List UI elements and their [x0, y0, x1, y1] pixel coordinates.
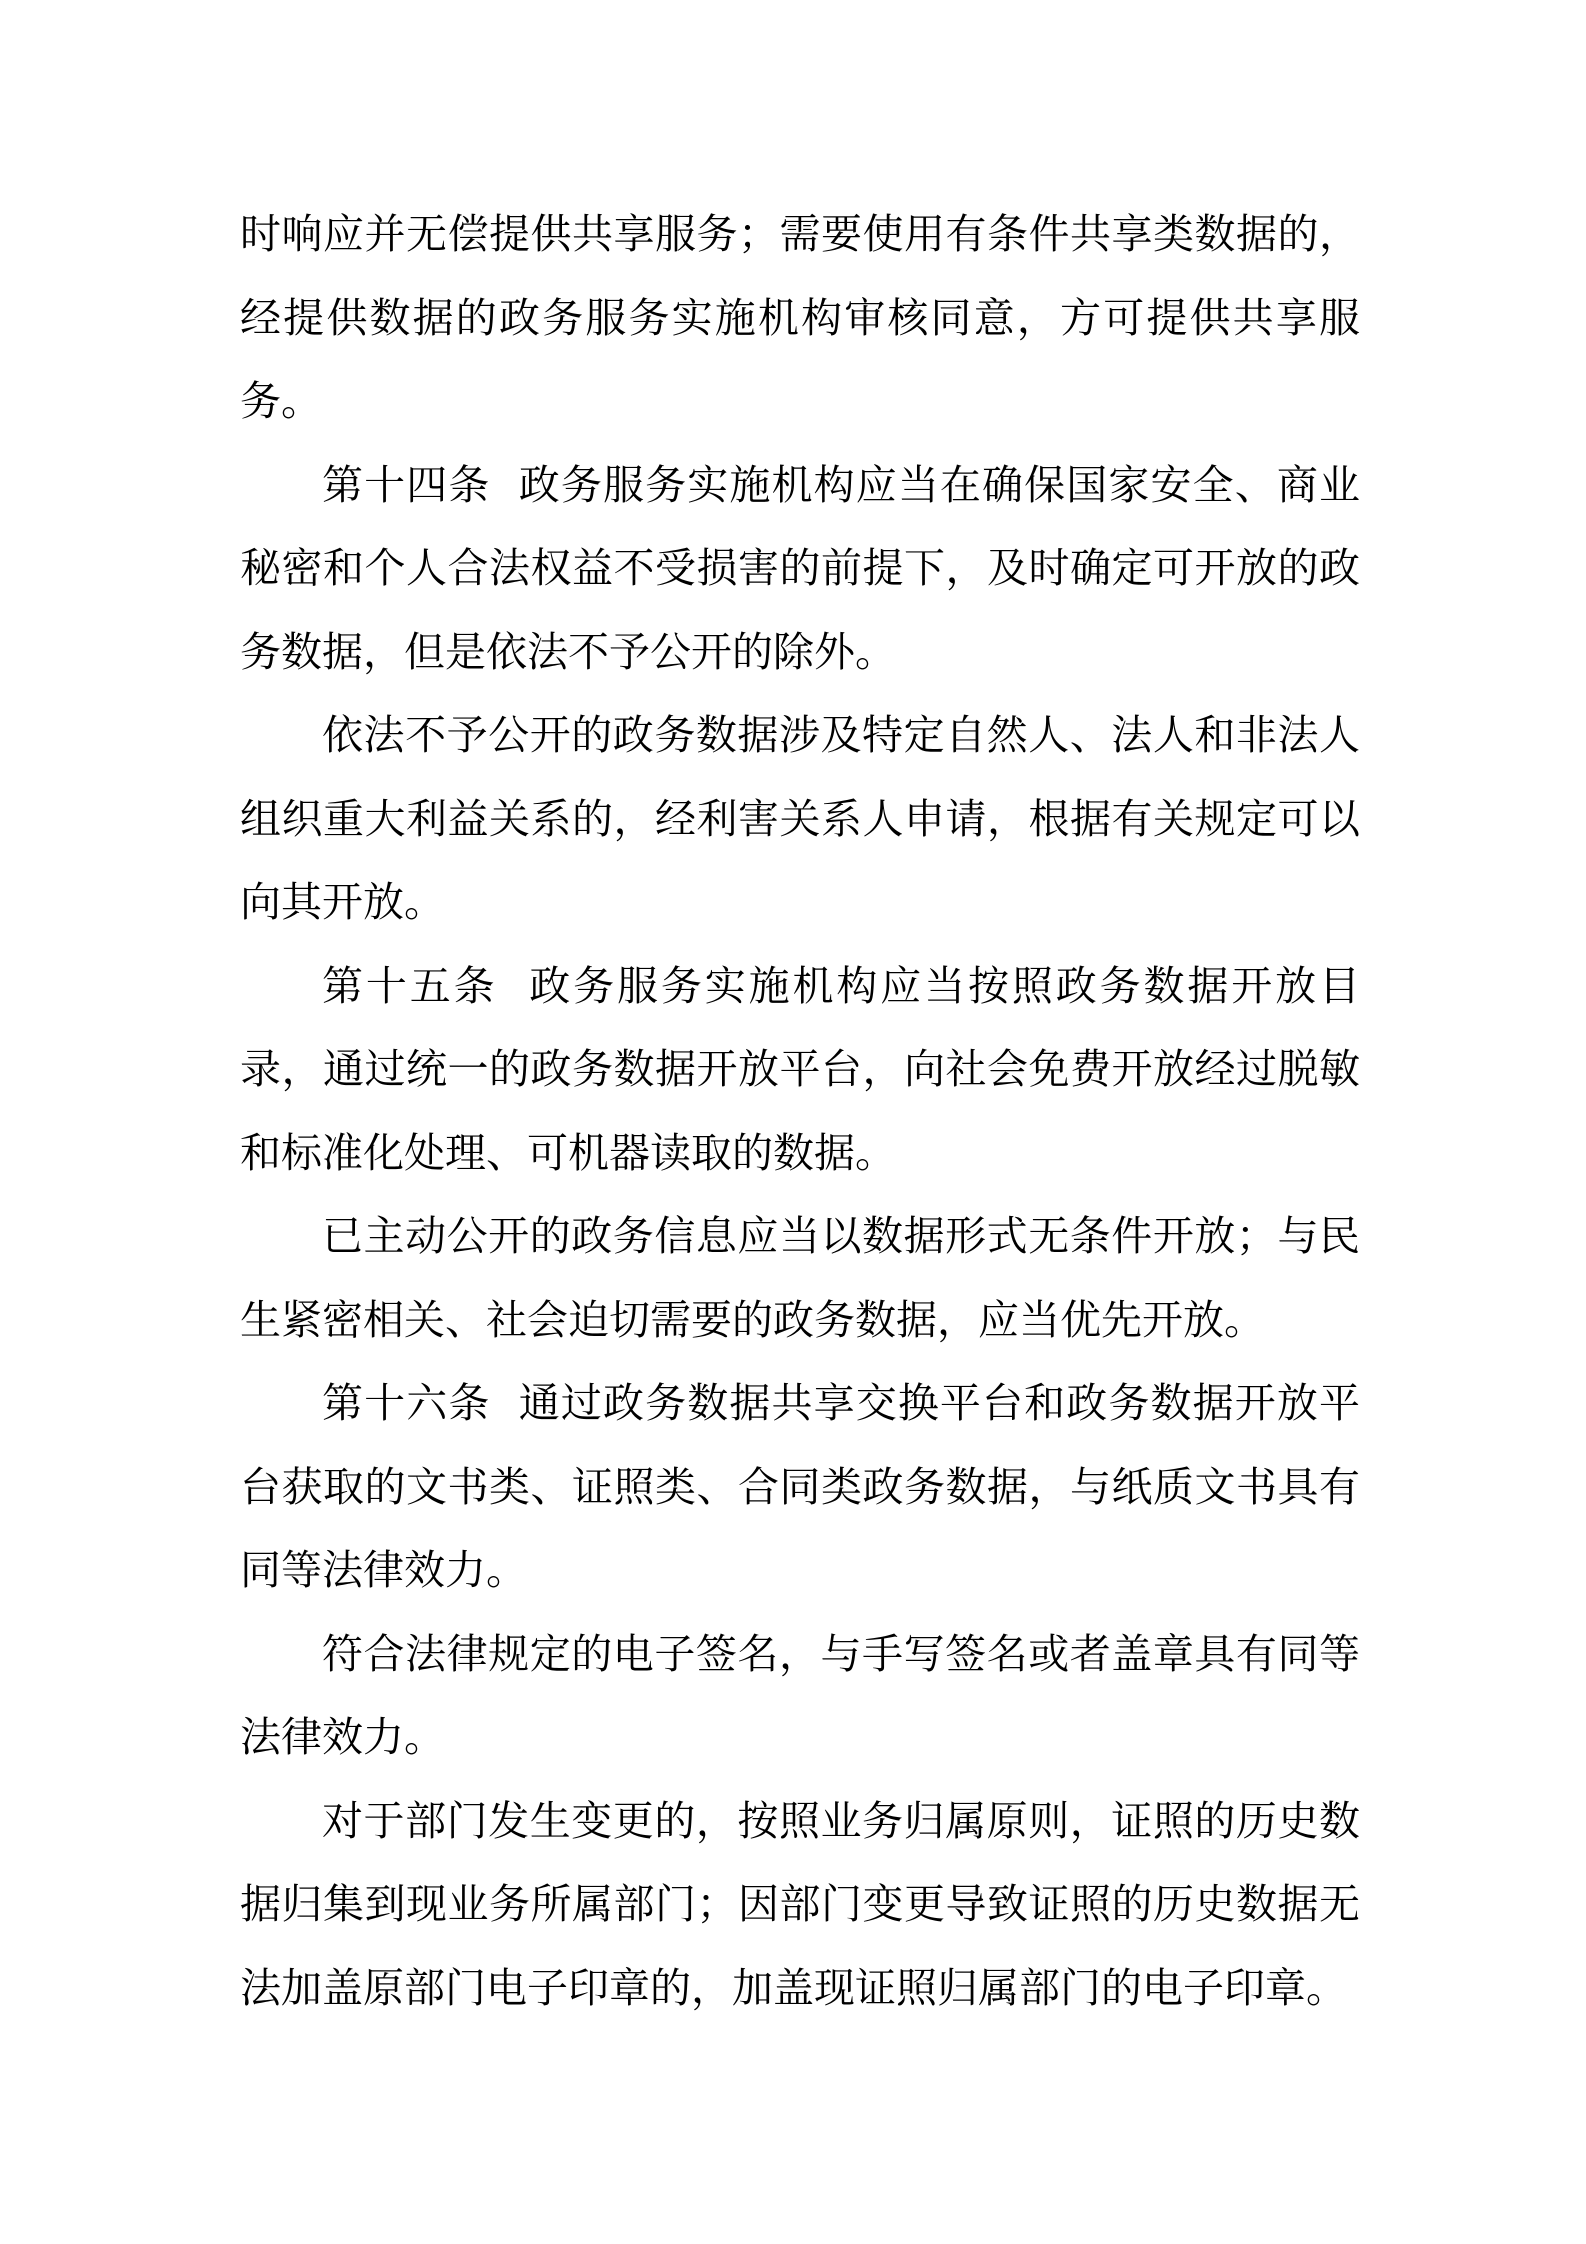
- article-16-clause-3: 对于部门发生变更的，按照业务归属原则，证照的历史数据归集到现业务所属部门；因部门变更导致证照的历史数据无法加盖原部门电子印章的，加盖现证照归属部门的电子印章。: [240, 1796, 1360, 2012]
- article-15-clause-2: 已主动公开的政务信息应当以数据形式无条件开放；与民生紧密相关、社会迫切需要的政务数据，应当优先开放。: [240, 1212, 1360, 1344]
- article-16-clause-2: 符合法律规定的电子签名，与手写签名或者盖章具有同等法律效力。: [240, 1629, 1360, 1761]
- paragraph-continuation: 时响应并无偿提供共享服务；需要使用有条件共享类数据的，经提供数据的政务服务实施机构审核同意，方可提供共享服务。: [240, 210, 1360, 425]
- article-14-clause-2: 依法不予公开的政务数据涉及特定自然人、法人和非法人组织重大利益关系的，经利害关系人申请，根据有关规定可以向其开放。: [240, 711, 1360, 926]
- article-16: 第十六条 通过政务数据共享交换平台和政务数据开放平台获取的文书类、证照类、合同类政务数据，与纸质文书具有同等法律效力。: [240, 1379, 1360, 1594]
- article-15: 第十五条 政务服务实施机构应当按照政务数据开放目录，通过统一的政务数据开放平台，向社会免费开放经过脱敏和标准化处理、可机器读取的数据。: [240, 961, 1360, 1177]
- article-14: 第十四条 政务服务实施机构应当在确保国家安全、商业秘密和个人合法权益不受损害的前提下，及时确定可开放的政务数据，但是依法不予公开的除外。: [240, 460, 1360, 676]
- document-page: [240, 193, 1360, 2030]
